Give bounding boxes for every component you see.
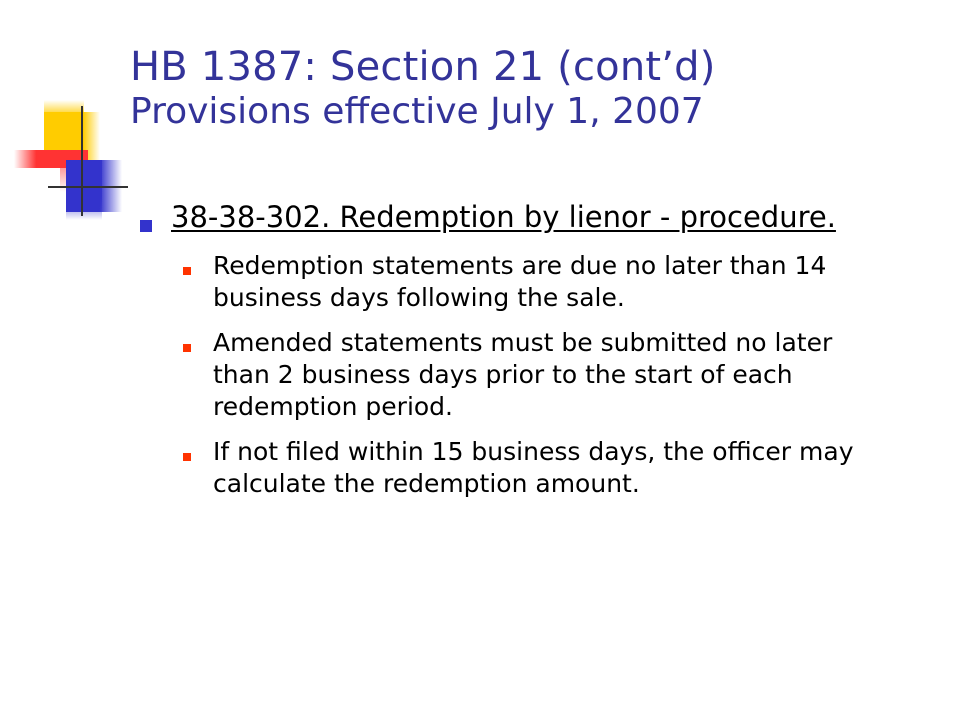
main-bullet-text: 38-38-302. Redemption by lienor - procedure. — [171, 200, 836, 234]
sub-bullet — [173, 327, 893, 423]
sub-bullet-text: Redemption statements are due no later than 14 business days following the sale. — [213, 251, 827, 312]
bullet-square-icon — [140, 220, 152, 232]
sub-bullet — [173, 250, 893, 314]
main-bullet — [140, 198, 930, 236]
title-subtitle: Provisions effective July 1, 2007 — [130, 91, 704, 132]
bullet-square-icon — [183, 344, 191, 352]
deco-vertical-line — [81, 106, 83, 216]
slide-content — [140, 198, 930, 513]
sub-bullet-text: Amended statements must be submitted no later than 2 business days prior to the start of each redemption period. — [213, 328, 833, 421]
title-main: HB 1387: Section 21 (cont’d) — [130, 44, 716, 90]
slide-decoration — [0, 0, 130, 240]
bullet-square-icon — [183, 453, 191, 461]
bullet-square-icon — [183, 267, 191, 275]
deco-horizontal-line — [48, 186, 128, 188]
sub-bullet — [173, 436, 893, 500]
slide-title — [130, 44, 930, 134]
sub-bullet-text: If not filed within 15 business days, the officer may calculate the redemption amount. — [213, 437, 854, 498]
